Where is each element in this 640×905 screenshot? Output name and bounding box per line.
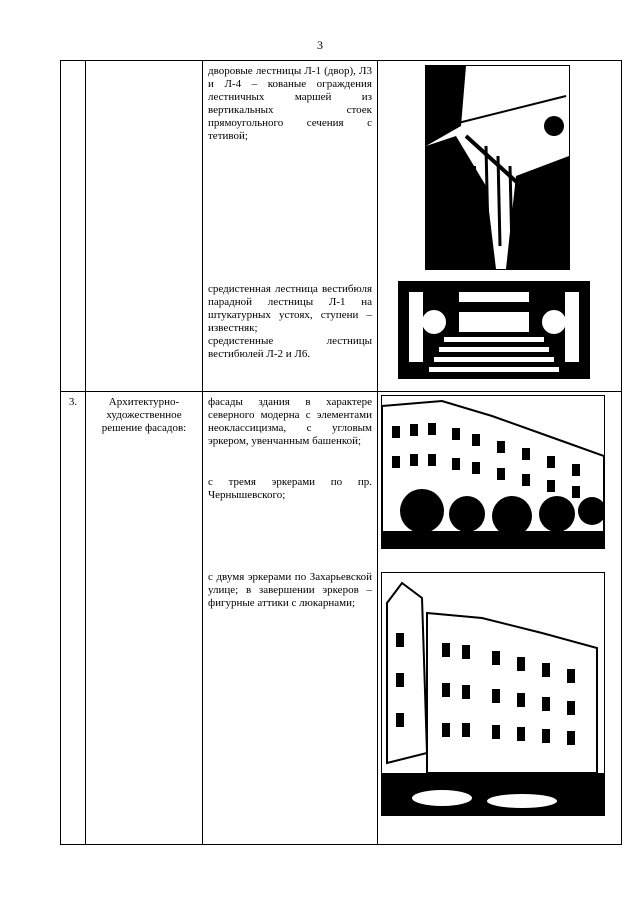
description-text: с тремя эркерами по пр. Чернышевского;	[208, 476, 372, 501]
row-number-cell	[61, 61, 86, 392]
document-table	[60, 60, 622, 845]
description-cell	[203, 61, 378, 392]
row-name-cell	[86, 61, 203, 392]
facade-zakharyevskaya-photo	[381, 572, 605, 816]
facade-chernyshevsky-photo	[381, 395, 605, 549]
description-text: дворовые лестницы Л-1 (двор), Л3 и Л-4 – кованые ограждения лестничных маршей из вертикальных стоек прямоугольного сечения с тетивой;	[208, 65, 372, 142]
table-row	[61, 61, 622, 392]
vestibule-stairs-photo	[398, 281, 590, 379]
description-text: с двумя эркерами по Захарьевской улице; в завершении эркеров – фигурные аттики с люкарнами;	[208, 571, 372, 609]
staircase-railing-photo	[425, 65, 570, 270]
description-cell	[203, 392, 378, 845]
row-number-cell: 3.	[61, 392, 86, 845]
photo-cell	[378, 392, 622, 845]
table-row	[61, 392, 622, 845]
row-name-cell: Архитектурно-художественное решение фасадов:	[86, 392, 203, 845]
description-text: средистенная лестница вестибюля парадной лестницы Л-1 на штукатурных устоях, ступени – известняк; средистенные лестницы вестибюлей Л-2 и Л6.	[208, 283, 372, 360]
photo-cell	[378, 61, 622, 392]
page-number: 3	[317, 38, 323, 52]
description-text: фасады здания в характере северного модерна с элементами неоклассицизма, с угловым эркером, увенчанным башенкой;	[208, 396, 372, 447]
